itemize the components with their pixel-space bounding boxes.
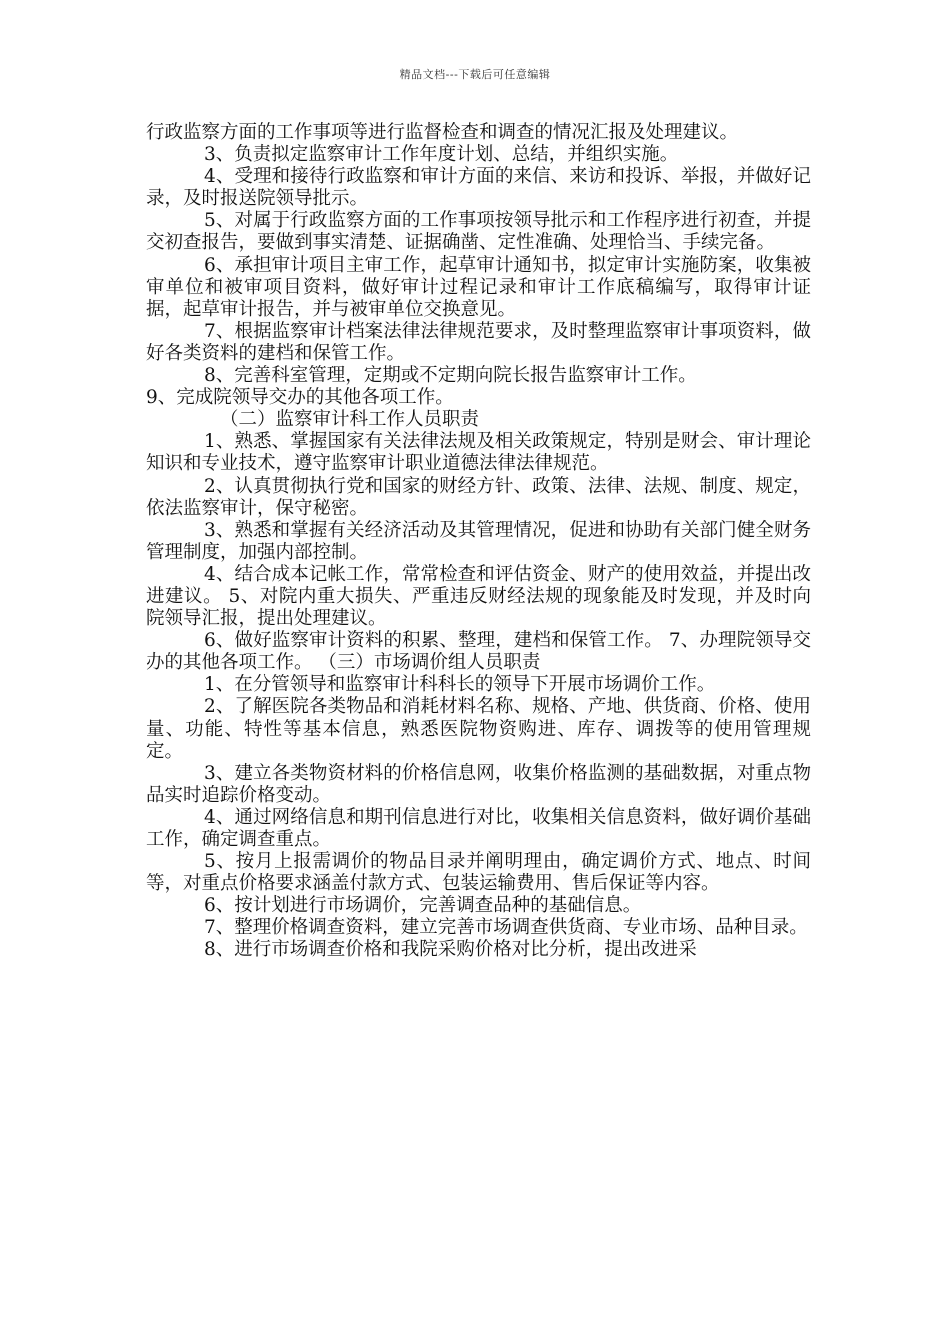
paragraph: 1、在分管领导和监察审计科科长的领导下开展市场调价工作。 <box>204 674 716 696</box>
paragraph: 6、承担审计项目主审工作，起草审计通知书，拟定审计实施防案，收集被审单位和被审项目资料，做好审计过程记录和审计工作底稿编写，取得审计证据，起草审计报告，并与被审单位交换意见。 <box>146 254 811 320</box>
paragraph: 5、对属于行政监察方面的工作事项按领导批示和工作程序进行初查，并提交初查报告，要做到事实清楚、证据确凿、定性准确、处理恰当、手续完备。 <box>146 210 811 254</box>
paragraph: 6、按计划进行市场调价，完善调查品种的基础信息。 <box>204 895 642 917</box>
paragraph: 3、熟悉和掌握有关经济活动及其管理情况，促进和协助有关部门健全财务管理制度，加强内部控制。 <box>146 519 811 563</box>
paragraph: 2、了解医院各类物品和消耗材料名称、规格、产地、供货商、价格、使用量、功能、特性等基本信息，熟悉医院物资购进、库存、调拨等的使用管理规定。 <box>146 696 811 762</box>
paragraph: 7、根据监察审计档案法律法律规范要求，及时整理监察审计事项资料，做好各类资料的建档和保管工作。 <box>146 320 811 364</box>
paragraph: 行政监察方面的工作事项等进行监督检查和调查的情况汇报及处理建议。 <box>146 122 739 143</box>
paragraph: 7、整理价格调查资料，建立完善市场调查供货商、专业市场、品种目录。 <box>204 917 808 939</box>
paragraph: （二）监察审计科工作人员职责 <box>220 409 480 431</box>
paragraph: 2、认真贯彻执行党和国家的财经方针、政策、法律、法规、制度、规定，依法监察审计，保守秘密。 <box>146 475 811 519</box>
paragraph: 9、完成院领导交办的其他各项工作。 <box>146 387 454 409</box>
paragraph: 4、受理和接待行政监察和审计方面的来信、来访和投诉、举报，并做好记录，及时报送院领导批示。 <box>146 166 811 210</box>
paragraph: 4、通过网络信息和期刊信息进行对比，收集相关信息资料，做好调价基础工作，确定调查重点。 <box>146 806 811 850</box>
paragraph: 8、进行市场调查价格和我院采购价格对比分析，提出改进采 <box>204 939 697 961</box>
paragraph: 3、建立各类物资材料的价格信息网，收集价格监测的基础数据，对重点物品实时追踪价格变动。 <box>146 762 811 806</box>
document-body <box>146 122 811 962</box>
paragraph: 8、完善科室管理，定期或不定期向院长报告监察审计工作。 <box>204 365 697 387</box>
paragraph: 5、按月上报需调价的物品目录并阐明理由，确定调价方式、地点、时间等，对重点价格要求涵盖付款方式、包装运输费用、售后保证等内容。 <box>146 851 811 895</box>
paragraph: 1、熟悉、掌握国家有关法律法规及相关政策规定，特别是财会、审计理论知识和专业技术，遵守监察审计职业道德法律法律规范。 <box>146 431 811 475</box>
paragraph: 6、做好监察审计资料的积累、整理，建档和保管工作。 7、办理院领导交办的其他各项工作。 （三）市场调价组人员职责 <box>146 630 811 674</box>
page-header: 精品文档---下载后可任意编辑 <box>399 68 551 81</box>
paragraph: 3、负责拟定监察审计工作年度计划、总结，并组织实施。 <box>204 144 679 166</box>
paragraph: 4、结合成本记帐工作，常常检查和评估资金、财产的使用效益，并提出改进建议。 5、对院内重大损失、严重违反财经法规的现象能及时发现，并及时向院领导汇报，提出处理建议。 <box>146 563 811 630</box>
